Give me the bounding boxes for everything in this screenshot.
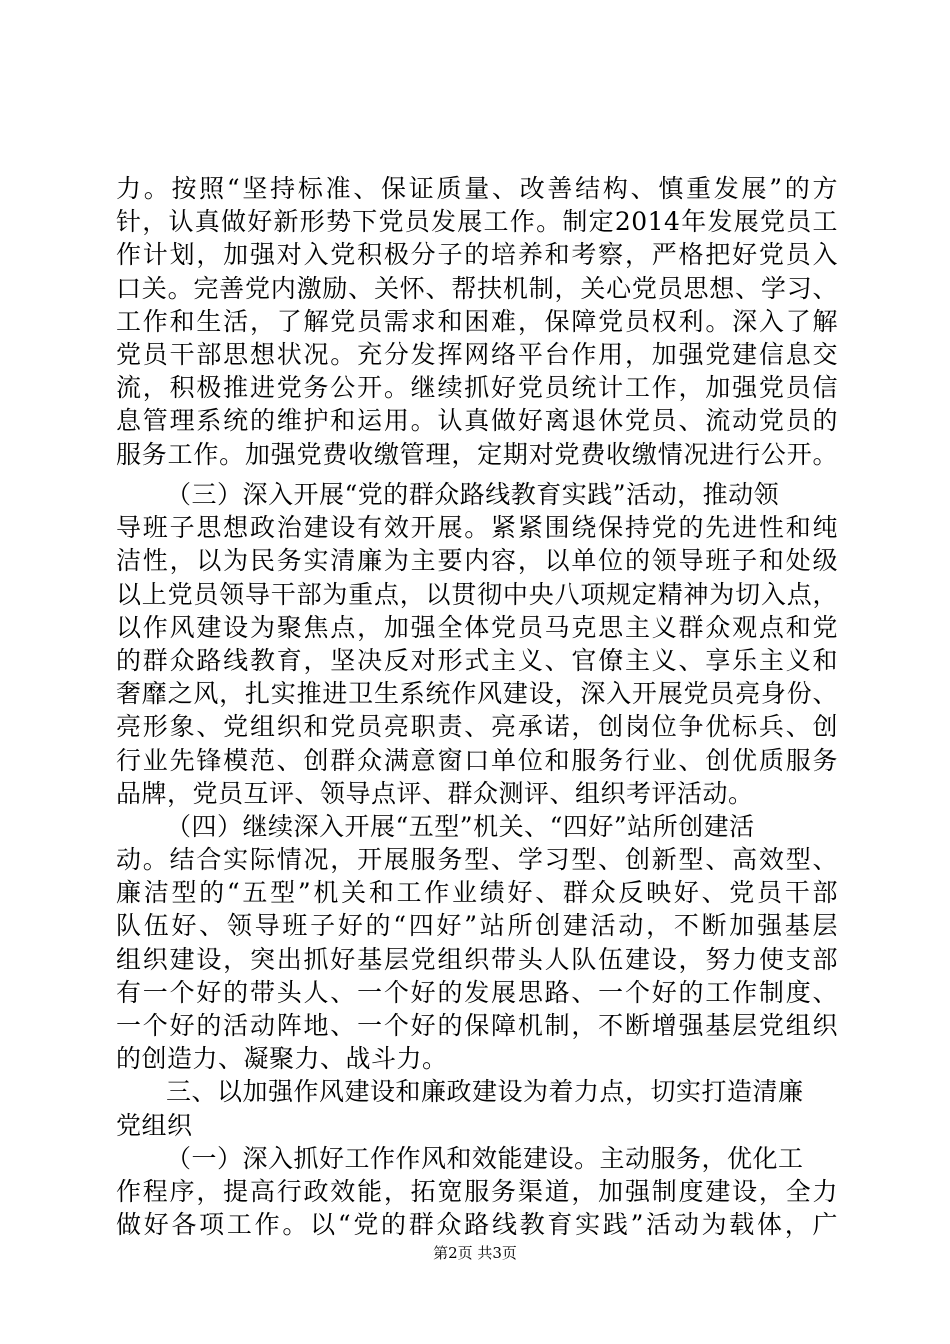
paragraph-3-last-line: 品牌，党员互评、领导点评、群众测评、组织考评活动。 xyxy=(116,778,754,808)
text-line: 作程序，提高行政效能，拓宽服务渠道，加强制度建设，全力 xyxy=(116,1176,838,1206)
text-line: 行业先锋模范、创群众满意窗口单位和服务行业、创优质服务 xyxy=(116,745,838,775)
text-line: 以上党员领导干部为重点，以贯彻中央八项规定精神为切入点， xyxy=(116,579,838,609)
section-heading-3: 三、以加强作风建设和廉政建设为着力点，切实打造清廉 xyxy=(166,1077,804,1107)
text-line: 以作风建设为聚焦点，加强全体党员马克思主义群众观点和党 xyxy=(116,612,838,642)
text-line: 导班子思想政治建设有效开展。紧紧围绕保持党的先进性和纯 xyxy=(116,513,838,543)
text-line: 党员干部思想状况。充分发挥网络平台作用，加强党建信息交 xyxy=(116,339,838,369)
text-line: 廉洁型的“五型”机关和工作业绩好、群众反映好、党员干部 xyxy=(116,878,838,908)
text-line: 动。结合实际情况，开展服务型、学习型、创新型、高效型、 xyxy=(116,845,838,875)
text-line: 针，认真做好新形势下党员发展工作。制定2014年发展党员工 xyxy=(116,207,838,237)
text-line: 服务工作。加强党费收缴管理，定期对党费收缴情况进行公开。 xyxy=(116,439,838,469)
text-line: 奢靡之风，扎实推进卫生系统作风建设，深入开展党员亮身份、 xyxy=(116,679,838,709)
text-line: 流，积极推进党务公开。继续抓好党员统计工作，加强党员信 xyxy=(116,373,838,403)
text-line: 做好各项工作。以“党的群众路线教育实践”活动为载体，广 xyxy=(116,1210,838,1240)
text-line: 组织建设，突出抓好基层党组织带头人队伍建设，努力使支部 xyxy=(116,944,838,974)
text-line: 一个好的活动阵地、一个好的保障机制，不断增强基层党组织 xyxy=(116,1011,838,1040)
page-footer: 第2页 共3页 xyxy=(433,1244,517,1262)
paragraph-4-first-line: （四）继续深入开展“五型”机关、“四好”站所创建活 xyxy=(166,811,755,841)
text-line: 工作和生活，了解党员需求和困难，保障党员权利。深入了解 xyxy=(116,306,838,336)
section-heading-3-continued: 党组织 xyxy=(116,1110,193,1140)
text-line: 洁性，以为民务实清廉为主要内容，以单位的领导班子和处级 xyxy=(116,546,838,576)
text-line: 队伍好、领导班子好的“四好”站所创建活动，不断加强基层 xyxy=(116,911,838,941)
text-line: 口关。完善党内激励、关怀、帮扶机制，关心党员思想、学习、 xyxy=(116,273,838,303)
text-line: 力。按照“坚持标准、保证质量、改善结构、慎重发展”的方 xyxy=(116,174,838,203)
paragraph-party-member-development xyxy=(116,172,838,471)
text-line: 亮形象、党组织和党员亮职责、亮承诺，创岗位争优标兵、创 xyxy=(116,712,838,742)
paragraph-4-last-line: 的创造力、凝聚力、战斗力。 xyxy=(116,1044,448,1074)
text-line: 有一个好的带头人、一个好的发展思路、一个好的工作制度、 xyxy=(116,977,838,1007)
paragraph-3-first-line: （三）深入开展“党的群众路线教育实践”活动，推动领 xyxy=(166,480,780,509)
text-line: 息管理系统的维护和运用。认真做好离退休党员、流动党员的 xyxy=(116,406,838,436)
paragraph-5-first-line: （一）深入抓好工作作风和效能建设。主动服务，优化工 xyxy=(166,1143,804,1173)
text-line: 作计划，加强对入党积极分子的培养和考察，严格把好党员入 xyxy=(116,240,838,270)
text-line: 的群众路线教育，坚决反对形式主义、官僚主义、享乐主义和 xyxy=(116,645,838,675)
section-continued-text xyxy=(116,478,838,1241)
